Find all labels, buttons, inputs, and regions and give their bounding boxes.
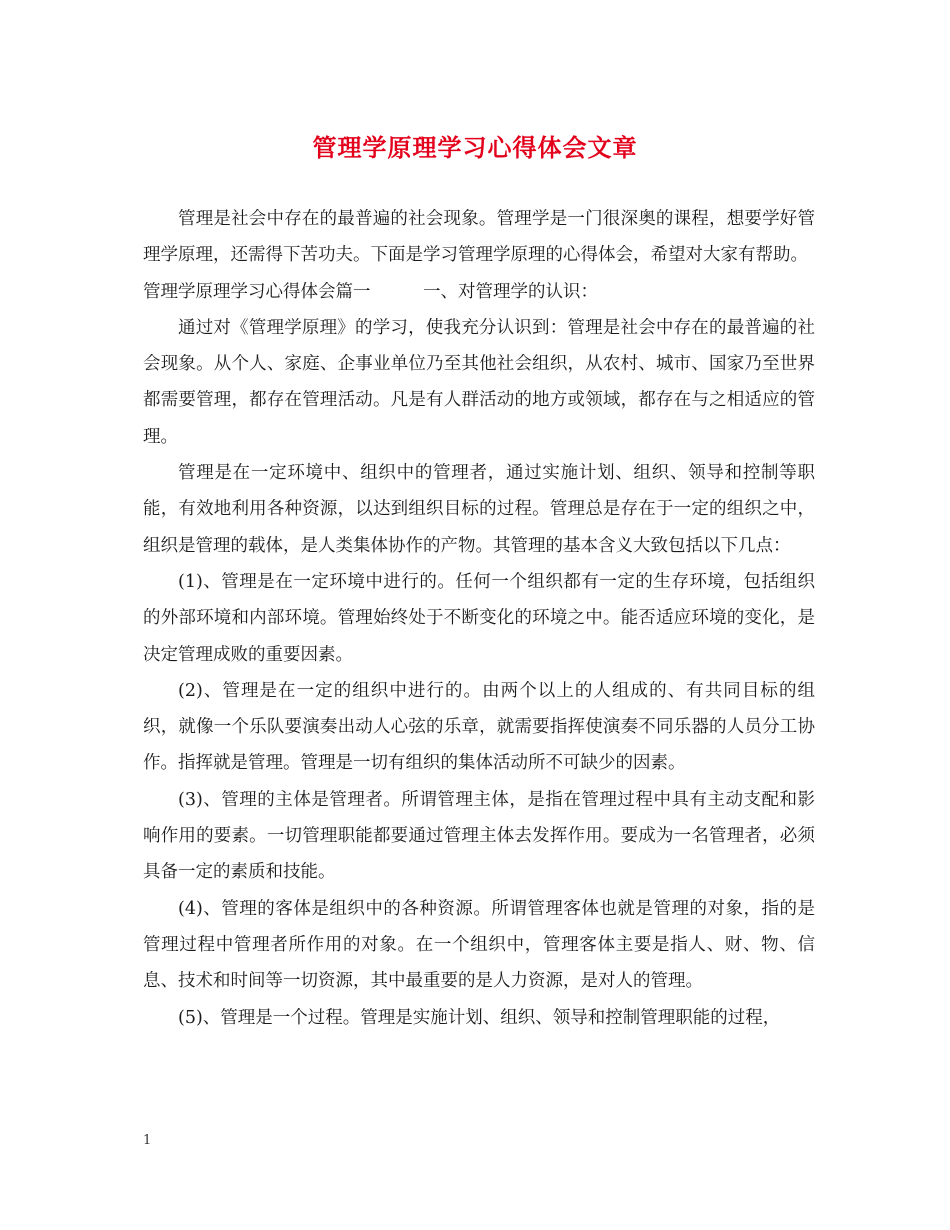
document-body	[143, 201, 815, 1036]
intro-paragraph: 管理是社会中存在的最普遍的社会现象。管理学是一门很深奥的课程，想要学好管理学原理，还需得下苦功夫。下面是学习管理学原理的心得体会，希望对大家有帮助。	[143, 209, 815, 266]
document-title: 管理学原理学习心得体会文章	[312, 133, 638, 162]
page-number: 1	[143, 1133, 152, 1148]
list-item-paragraph: (5)、管理是一个过程。管理是实施计划、组织、领导和控制管理职能的过程，	[178, 1007, 781, 1028]
list-item-paragraph: (3)、管理的主体是管理者。所谓管理主体，是指在管理过程中具有主动支配和影响作用的要素。一切管理职能都要通过管理主体去发挥作用。要成为一名管理者，必须具备一定的素质和技能。	[143, 789, 815, 883]
list-item-paragraph: (4)、管理的客体是组织中的各种资源。所谓管理客体也就是管理的对象，指的是管理过程中管理者所作用的对象。在一个组织中，管理客体主要是指人、财、物、信息、技术和时间等一切资源，其中最重要的是人力资源，是对人的管理。	[143, 898, 815, 992]
list-item-paragraph: (2)、管理是在一定的组织中进行的。由两个以上的人组成的、有共同目标的组织，就像一个乐队要演奏出动人心弦的乐章，就需要指挥使演奏不同乐器的人员分工协作。指挥就是管理。管理是一切有组织的集体活动所不可缺少的因素。	[143, 680, 815, 774]
body-paragraph: 通过对《管理学原理》的学习，使我充分认识到：管理是社会中存在的最普遍的社会现象。从个人、家庭、企事业单位乃至其他社会组织，从农村、城市、国家乃至世界都需要管理，都存在管理活动。凡是有人群活动的地方或领域，都存在与之相适应的管理。	[143, 317, 815, 447]
section-heading: 管理学原理学习心得体会篇一 一、对管理学的认识：	[143, 281, 598, 302]
list-item-paragraph: (1)、管理是在一定环境中进行的。任何一个组织都有一定的生存环境，包括组织的外部环境和内部环境。管理始终处于不断变化的环境之中。能否适应环境的变化，是决定管理成败的重要因素。	[143, 571, 815, 665]
body-paragraph: 管理是在一定环境中、组织中的管理者，通过实施计划、组织、领导和控制等职能，有效地利用各种资源，以达到组织目标的过程。管理总是存在于一定的组织之中，组织是管理的载体，是人类集体协作的产物。其管理的基本含义大致包括以下几点：	[143, 463, 815, 556]
